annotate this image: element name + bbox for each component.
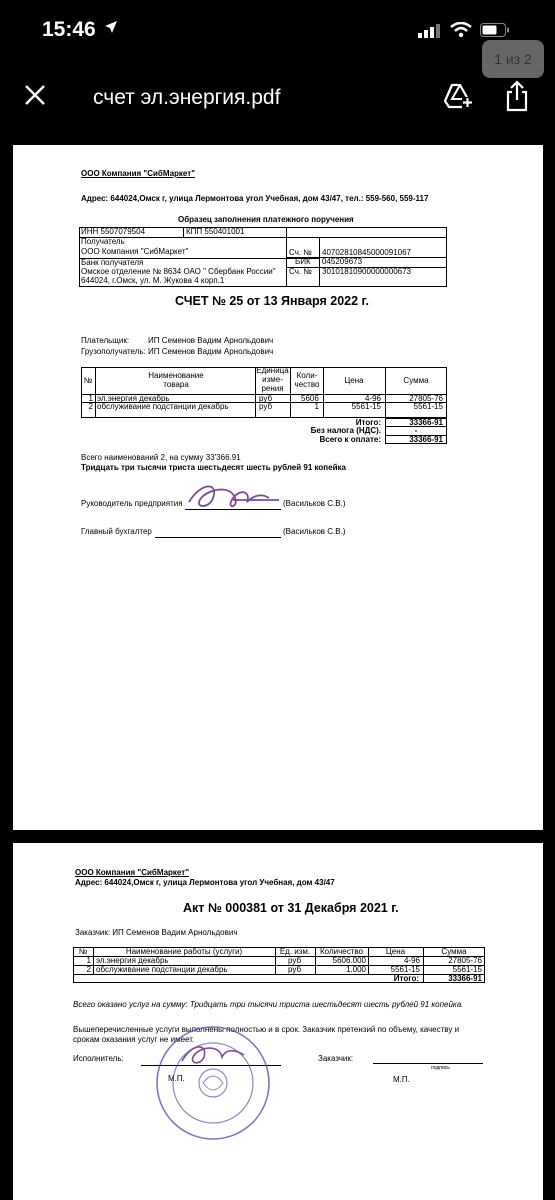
act-company: ООО Компания "СибМаркет"	[75, 868, 189, 877]
bik-label: БИК	[295, 257, 311, 266]
customer-seal-label: М.П.	[393, 1075, 410, 1084]
row-num: 2	[88, 402, 93, 411]
recipient: ООО Компания "СибМаркет"	[81, 247, 189, 256]
executor-signature	[178, 1039, 248, 1069]
row-qty: 1	[314, 402, 319, 411]
consignee-label: Грузополучатель:	[81, 347, 146, 356]
act-header-name: Наименование работы (услуги)	[125, 947, 243, 956]
consignee: ИП Семенов Вадим Арнольдович	[148, 347, 274, 356]
row-sum: 5561-15	[413, 402, 443, 411]
act-summary: Всего оказано услуг на сумму: Тридцать три тысячи триста шестьдесят шесть рублей 91 копейка.	[73, 1000, 464, 1009]
battery-icon	[480, 23, 510, 37]
grand-total-label: Всего к оплате:	[319, 435, 381, 444]
status-time: 15:46	[42, 18, 96, 41]
column-header-num: №	[83, 376, 93, 385]
row-name: эл.энергия декабрь	[96, 956, 169, 965]
act-header-qty: Количество	[320, 947, 363, 956]
row-num: 1	[86, 956, 91, 965]
row-qty: 1.000	[345, 965, 366, 974]
row-price: 5561-15	[351, 402, 381, 411]
act-customer: Заказчик: ИП Семенов Вадим Арнольдович	[75, 928, 238, 937]
row-price: 4-96	[403, 956, 420, 965]
row-qty: 5606.000	[332, 956, 366, 965]
pdf-page-act[interactable]	[13, 843, 543, 1200]
signal-icon	[418, 24, 440, 38]
row-sum: 27805-76	[448, 956, 482, 965]
amount-in-words: Тридцать три тысячи триста шестьдесят шесть рублей 91 копейка	[81, 463, 346, 472]
account-number: 40702810845000091067	[322, 248, 411, 257]
executor-seal-label: М.П.	[168, 1074, 185, 1083]
director-name: (Васильков С.В.)	[283, 499, 346, 508]
grand-total-value: 33366-91	[409, 435, 443, 444]
executor-label: Исполнитель:	[73, 1054, 124, 1063]
vat-value: -	[414, 426, 418, 435]
act-total-label: Итого:	[393, 974, 419, 983]
director-signature	[183, 480, 283, 514]
accountant-name: (Васильков С.В.)	[283, 527, 346, 536]
customer-sign-label: Заказчик:	[318, 1054, 354, 1063]
director-label: Руководитель предприятия	[81, 499, 183, 508]
row-name: эл.энергия декабрь	[97, 394, 170, 403]
row-num: 1	[88, 394, 93, 403]
row-unit: руб	[288, 965, 302, 974]
act-header-price: Цена	[385, 947, 406, 956]
accountant-label: Главный бухгалтер	[81, 527, 152, 536]
bank-label: Банк получателя	[81, 258, 144, 267]
column-header-unit: Единица изме- рения	[256, 366, 289, 393]
status-bar	[0, 0, 555, 67]
invoice-title: СЧЕТ № 25 от 13 Января 2022 г.	[175, 294, 369, 308]
column-header-qty: Коли- чество	[294, 371, 320, 389]
payer: ИП Семенов Вадим Арнольдович	[148, 336, 274, 345]
payer-label: Плательщик:	[81, 336, 130, 345]
corr-account-label: Сч. №	[289, 267, 312, 276]
items-count-line: Всего наименований 2, на сумму 33'366.91	[81, 453, 241, 462]
vat-label: Без налога (НДС).	[310, 426, 381, 435]
act-header-sum: Сумма	[441, 947, 467, 956]
bank-name: Омское отделение № 8634 ОАО " Сбербанк России"	[81, 267, 276, 276]
act-note-line2: срокам оказания услуг не имеет.	[73, 1035, 195, 1044]
signature-hint: подпись	[431, 1065, 450, 1071]
row-qty: 5606	[301, 394, 319, 403]
location-arrow-icon	[104, 20, 118, 34]
inn: ИНН 5507079504	[81, 227, 146, 236]
page-indicator: 1 из 2	[482, 40, 544, 78]
bank-address: 644024, г.Омск, ул. М. Жукова 4 корп.1	[81, 276, 225, 285]
act-address: Адрес: 644024,Омск г, улица Лермонтова угол Учебная, дом 43/47	[75, 878, 335, 887]
account-label: Сч. №	[289, 248, 312, 257]
row-unit: руб	[288, 956, 302, 965]
kpp: КПП 550401001	[186, 227, 245, 236]
add-to-drive-icon[interactable]	[443, 82, 473, 110]
column-header-name: Наименование товара	[148, 371, 204, 389]
act-note-line1: Вышеперечисленные услуги выполнены полностью и в срок. Заказчик претензий по объему, качеству и	[73, 1025, 460, 1034]
act-header-unit: Ед. изм.	[279, 947, 311, 956]
row-unit: руб	[259, 394, 273, 403]
share-icon[interactable]	[505, 80, 529, 112]
wifi-icon	[450, 22, 472, 38]
invoice-address: Адрес: 644024,Омск г, улица Лермонтова угол Учебная, дом 43/47, тел.: 559-560, 559-117	[81, 194, 429, 203]
total-value: 33366-91	[409, 418, 443, 427]
bik: 045209673	[322, 257, 363, 266]
row-price: 5561-15	[390, 965, 420, 974]
pdf-page-invoice[interactable]	[13, 145, 543, 830]
invoice-company: ООО Компания "СибМаркет"	[81, 169, 195, 178]
viewer-toolbar	[0, 62, 555, 134]
row-num: 2	[86, 965, 91, 974]
row-name: обслуживание подстанции декабрь	[96, 965, 228, 974]
corr-account: 30101810900000000673	[322, 267, 411, 276]
file-name: счет эл.энергия.pdf	[93, 86, 281, 109]
row-sum: 5561-15	[452, 965, 482, 974]
recipient-label: Получатель	[81, 237, 125, 246]
column-header-sum: Сумма	[403, 376, 429, 385]
column-header-price: Цена	[344, 376, 364, 385]
row-name: обслуживание подстанции декабрь	[97, 402, 229, 411]
close-icon[interactable]	[24, 84, 50, 110]
act-title: Акт № 000381 от 31 Декабря 2021 г.	[183, 901, 399, 915]
row-unit: руб	[259, 402, 273, 411]
act-header-num: №	[78, 947, 88, 956]
row-sum: 27805-76	[409, 394, 443, 403]
act-total-value: 33366-91	[448, 974, 482, 983]
row-price: 4-96	[364, 394, 381, 403]
payment-sample-title: Образец заполнения платежного поручения	[178, 215, 354, 224]
total-label: Итого:	[355, 418, 381, 427]
